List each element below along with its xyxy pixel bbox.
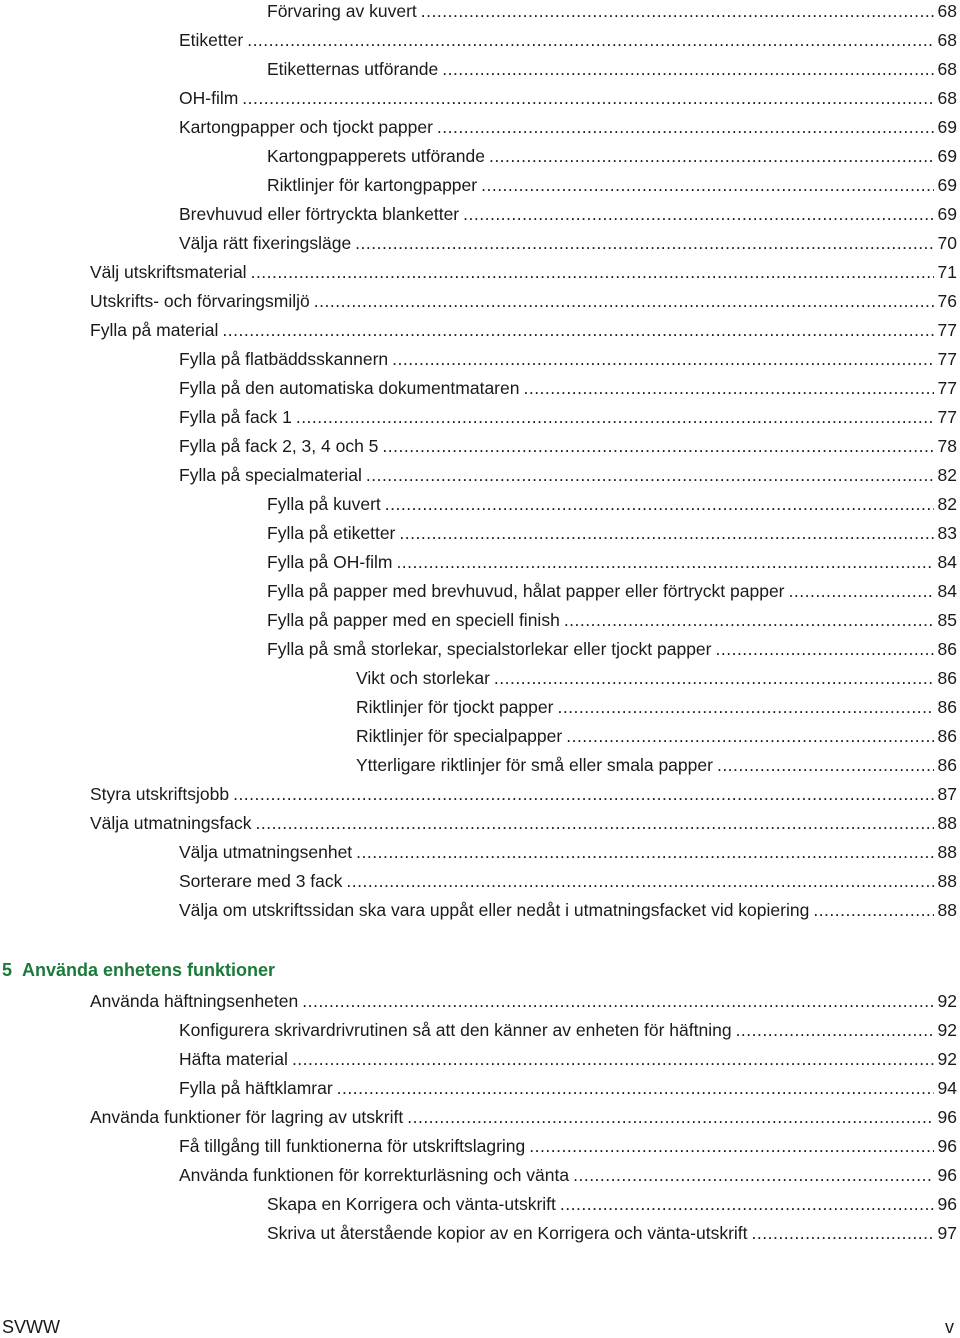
toc-entry-title: Utskrifts- och förvaringsmiljö <box>90 291 310 311</box>
toc-entry-page: 78 <box>937 436 957 456</box>
leader-dots <box>399 520 933 546</box>
toc-entry-title: Fylla på material <box>90 320 219 340</box>
toc-entry[interactable] <box>90 988 957 1014</box>
toc-entry-title: OH-film <box>179 88 239 108</box>
toc-entry-title: Fylla på den automatiska dokumentmataren <box>179 378 520 398</box>
leader-dots <box>302 988 933 1014</box>
leader-dots <box>557 694 933 720</box>
toc-entry-page: 84 <box>937 552 957 572</box>
toc-entry[interactable] <box>90 1104 957 1130</box>
leader-dots <box>421 0 934 24</box>
toc-entry-page: 86 <box>937 668 957 688</box>
toc-entry[interactable] <box>267 607 957 633</box>
leader-dots <box>337 1075 934 1101</box>
toc-entry-title: Vikt och storlekar <box>356 668 490 688</box>
toc-entry[interactable] <box>179 462 957 488</box>
toc-entry-page: 69 <box>937 117 957 137</box>
toc-entry-page: 76 <box>937 291 957 311</box>
leader-dots <box>296 404 934 430</box>
toc-entry-title: Sorterare med 3 fack <box>179 871 343 891</box>
leader-dots <box>736 1017 934 1043</box>
toc-entry-title: Fylla på häftklamrar <box>179 1078 333 1098</box>
toc-entry-title: Riktlinjer för kartongpapper <box>267 175 478 195</box>
toc-entry-title: Kartongpapperets utförande <box>267 146 485 166</box>
footer-page-number: v <box>945 1317 954 1337</box>
toc-entry-title: Riktlinjer för tjockt papper <box>356 697 554 717</box>
toc-entry-title: Använda funktioner för lagring av utskrift <box>90 1107 404 1127</box>
leader-dots <box>222 317 933 343</box>
toc-entry-page: 68 <box>937 88 957 108</box>
toc-entry-page: 94 <box>937 1078 957 1098</box>
leader-dots <box>716 636 934 662</box>
toc-entry-page: 71 <box>937 262 957 282</box>
toc-entry-title: Få tillgång till funktionerna för utskriftslagring <box>179 1136 526 1156</box>
toc-entry[interactable] <box>356 752 957 778</box>
toc-entry[interactable] <box>179 839 957 865</box>
toc-entry-page: 83 <box>937 523 957 543</box>
leader-dots <box>247 27 933 53</box>
toc-entry[interactable] <box>179 201 957 227</box>
toc-entry[interactable] <box>267 1191 957 1217</box>
toc-entry-title: Ytterligare riktlinjer för små eller smala papper <box>356 755 713 775</box>
toc-entry[interactable] <box>267 56 957 82</box>
toc-entry-title: Brevhuvud eller förtryckta blanketter <box>179 204 460 224</box>
toc-entry-page: 88 <box>937 813 957 833</box>
leader-dots <box>392 346 933 372</box>
leader-dots <box>356 839 933 865</box>
toc-entry-page: 88 <box>937 871 957 891</box>
toc-entry[interactable] <box>356 694 957 720</box>
toc-entry-title: Fylla på papper med brevhuvud, hålat papper eller förtryckt papper <box>267 581 785 601</box>
toc-entry-page: 68 <box>937 30 957 50</box>
leader-dots <box>813 897 933 923</box>
toc-entry-title: Välja om utskriftssidan ska vara uppåt eller nedåt i utmatningsfacket vid kopiering <box>179 900 810 920</box>
toc-entry-page: 68 <box>937 59 957 79</box>
leader-dots <box>292 1046 934 1072</box>
toc-entry[interactable] <box>179 346 957 372</box>
leader-dots <box>529 1133 933 1159</box>
toc-entry-title: Etiketternas utförande <box>267 59 439 79</box>
toc-entry-title: Använda funktionen för korrekturläsning och vänta <box>179 1165 570 1185</box>
toc-entry-title: Konfigurera skrivardrivrutinen så att den känner av enheten för häftning <box>179 1020 732 1040</box>
leader-dots <box>396 549 933 575</box>
toc-entry[interactable] <box>90 781 957 807</box>
leader-dots <box>494 665 934 691</box>
toc-entry[interactable] <box>356 723 957 749</box>
toc-entry-title: Välj utskriftsmaterial <box>90 262 247 282</box>
toc-entry-page: 84 <box>937 581 957 601</box>
toc-entry-page: 86 <box>937 726 957 746</box>
toc-entry[interactable] <box>267 491 957 517</box>
toc-entry-page: 87 <box>937 784 957 804</box>
toc-entry-title: Välja utmatningsenhet <box>179 842 353 862</box>
toc-entry-page: 92 <box>937 1049 957 1069</box>
leader-dots <box>314 288 934 314</box>
toc-entry-title: Använda häftningsenheten <box>90 991 299 1011</box>
toc-entry[interactable] <box>179 433 957 459</box>
toc-entry-title: Fylla på fack 2, 3, 4 och 5 <box>179 436 379 456</box>
toc-entry-page: 86 <box>937 697 957 717</box>
leader-dots <box>523 375 933 401</box>
toc-entry-page: 69 <box>937 204 957 224</box>
toc-entry-title: Fylla på papper med en speciell finish <box>267 610 560 630</box>
toc-entry[interactable] <box>267 549 957 575</box>
leader-dots <box>752 1220 934 1246</box>
toc-entry-page: 77 <box>937 320 957 340</box>
leader-dots <box>481 172 933 198</box>
leader-dots <box>566 723 933 749</box>
toc-entry-page: 96 <box>937 1136 957 1156</box>
toc-entry[interactable] <box>356 665 957 691</box>
toc-entry[interactable] <box>90 810 957 836</box>
toc-entry-title: Välja utmatningsfack <box>90 813 252 833</box>
leader-dots <box>463 201 933 227</box>
toc-entry[interactable] <box>179 1075 957 1101</box>
toc-entry[interactable] <box>179 404 957 430</box>
toc-entry-page: 77 <box>937 378 957 398</box>
toc-entry-page: 85 <box>937 610 957 630</box>
leader-dots <box>789 578 934 604</box>
leader-dots <box>489 143 934 169</box>
toc-entry[interactable] <box>267 520 957 546</box>
leader-dots <box>573 1162 933 1188</box>
toc-entry[interactable] <box>179 85 957 111</box>
toc-entry-page: 70 <box>937 233 957 253</box>
toc-entry-page: 82 <box>937 465 957 485</box>
leader-dots <box>437 114 934 140</box>
leader-dots <box>560 1191 934 1217</box>
toc-entry-title: Fylla på kuvert <box>267 494 381 514</box>
toc-entry-page: 82 <box>937 494 957 514</box>
toc-entry[interactable] <box>179 868 957 894</box>
toc-entry-title: Fylla på OH-film <box>267 552 393 572</box>
toc-entry-title: Förvaring av kuvert <box>267 1 417 21</box>
toc-entry[interactable] <box>179 27 957 53</box>
chapter-heading[interactable] <box>2 957 275 983</box>
toc-entry-title: Skapa en Korrigera och vänta-utskrift <box>267 1194 556 1214</box>
toc-entry-title: Häfta material <box>179 1049 288 1069</box>
leader-dots <box>346 868 933 894</box>
chapter-number: 5 <box>2 960 13 980</box>
toc-entry-title: Etiketter <box>179 30 244 50</box>
toc-entry-page: 96 <box>937 1165 957 1185</box>
leader-dots <box>355 230 933 256</box>
toc-entry[interactable] <box>179 1017 957 1043</box>
toc-entry-title: Fylla på specialmaterial <box>179 465 362 485</box>
toc-entry-title: Riktlinjer för specialpapper <box>356 726 563 746</box>
leader-dots <box>717 752 934 778</box>
leader-dots <box>382 433 933 459</box>
toc-entry-title: Fylla på etiketter <box>267 523 396 543</box>
toc-entry[interactable] <box>179 1133 957 1159</box>
toc-entry-page: 92 <box>937 1020 957 1040</box>
toc-entry-page: 77 <box>937 349 957 369</box>
toc-entry-page: 96 <box>937 1194 957 1214</box>
leader-dots <box>366 462 934 488</box>
toc-entry-title: Fylla på flatbäddsskannern <box>179 349 389 369</box>
toc-entry[interactable] <box>90 317 957 343</box>
toc-entry[interactable] <box>267 143 957 169</box>
toc-entry-page: 68 <box>937 1 957 21</box>
toc-entry[interactable] <box>267 578 957 604</box>
toc-entry-page: 69 <box>937 175 957 195</box>
toc-entry-page: 88 <box>937 842 957 862</box>
toc-entry[interactable] <box>267 172 957 198</box>
toc-entry-title: Kartongpapper och tjockt papper <box>179 117 433 137</box>
toc-entry[interactable] <box>90 259 957 285</box>
toc-entry-title: Fylla på små storlekar, specialstorlekar eller tjockt papper <box>267 639 712 659</box>
toc-entry-title: Skriva ut återstående kopior av en Korrigera och vänta-utskrift <box>267 1223 748 1243</box>
toc-entry-page: 97 <box>937 1223 957 1243</box>
toc-entry[interactable] <box>179 1046 957 1072</box>
toc-entry-page: 77 <box>937 407 957 427</box>
toc-entry[interactable] <box>179 375 957 401</box>
leader-dots <box>251 259 934 285</box>
toc-entry[interactable] <box>179 1162 957 1188</box>
leader-dots <box>233 781 933 807</box>
toc-entry-title: Fylla på fack 1 <box>179 407 292 427</box>
toc-entry[interactable] <box>267 1220 957 1246</box>
toc-entry-page: 88 <box>937 900 957 920</box>
leader-dots <box>442 56 933 82</box>
toc-entry[interactable] <box>179 897 957 923</box>
toc-entry-page: 86 <box>937 639 957 659</box>
toc-entry[interactable] <box>267 0 957 24</box>
leader-dots <box>564 607 934 633</box>
toc-entry-page: 96 <box>937 1107 957 1127</box>
toc-entry-page: 69 <box>937 146 957 166</box>
toc-entry-page: 86 <box>937 755 957 775</box>
toc-entry-title: Styra utskriftsjobb <box>90 784 230 804</box>
leader-dots <box>242 85 933 111</box>
chapter-title: Använda enhetens funktioner <box>22 960 276 980</box>
toc-entry[interactable] <box>267 636 957 662</box>
toc-entry-page: 92 <box>937 991 957 1011</box>
toc-entry-title: Välja rätt fixeringsläge <box>179 233 352 253</box>
toc-entry[interactable] <box>179 114 957 140</box>
leader-dots <box>255 810 933 836</box>
toc-entry[interactable] <box>179 230 957 256</box>
leader-dots <box>385 491 934 517</box>
footer-left-label: SVWW <box>2 1317 60 1337</box>
toc-entry[interactable] <box>90 288 957 314</box>
leader-dots <box>407 1104 933 1130</box>
